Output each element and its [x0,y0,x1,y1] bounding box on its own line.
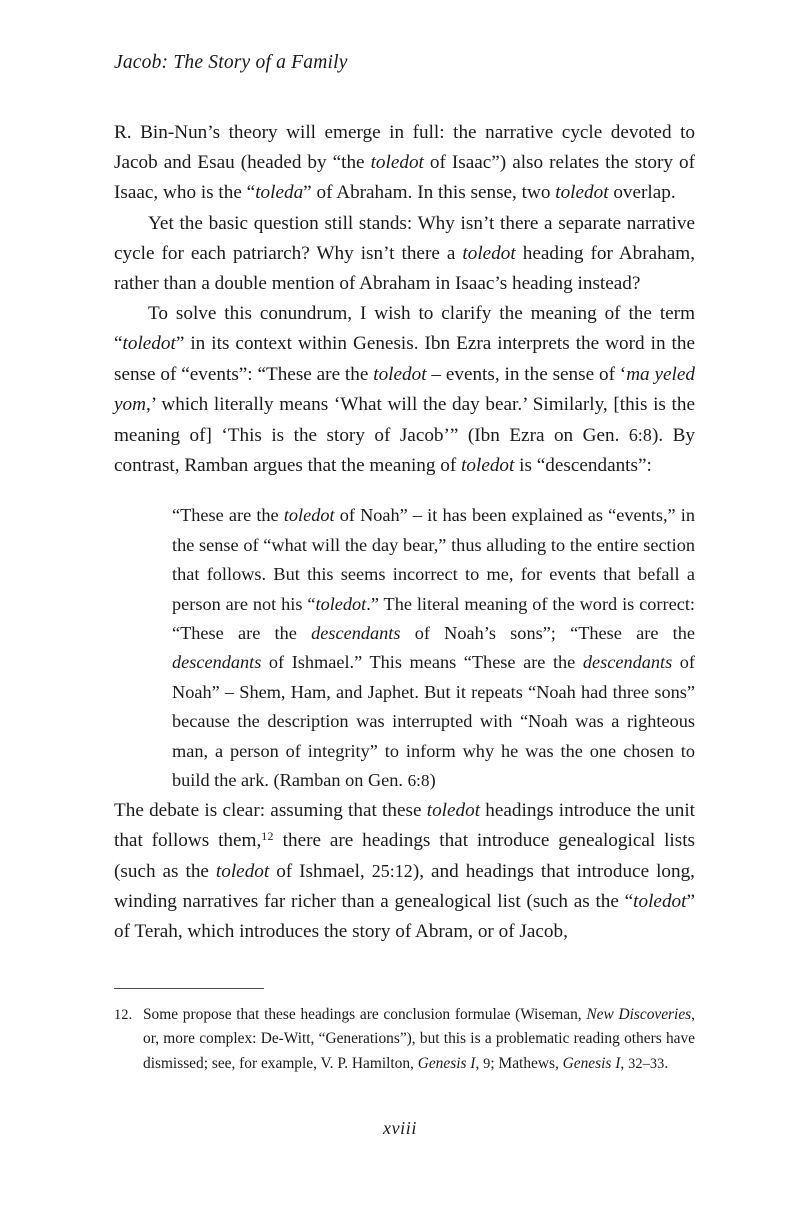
paragraph-2-seg-2: heading for Abraham, rather than a double mention of Abraham in Isaac’s heading instead? [114,242,695,295]
footnote-seg-6: . [664,1054,669,1072]
paragraph-3 [114,299,695,481]
footnote-em-2: Genesis I [417,1054,476,1072]
paragraph-3-seg-1: To solve this conundrum, I wish to clarify the meaning of the term “ [114,303,695,355]
paragraph-1-seg-2: of Isaac”) also relates the story of Isaac, who is the “ [114,152,695,204]
block-quote-em-2: toledot [315,593,367,614]
block-quote-text [172,501,695,795]
paragraph-4-em-3: toledot [633,891,687,913]
footnote-seg-2: , or, more complex: De-Witt, “Generations”), but this is a problematic reading others have dismissed; see, for example, V. P. Hamilton, [143,1006,695,1072]
paragraph-3-em-1: toledot [122,333,176,355]
page-number: xviii [383,1118,417,1138]
block-quote-citation-1: 6:8 [407,771,430,791]
paragraph-3-seg-3: – events, in the sense of ‘ [426,363,627,385]
footnote-citation-1: 9 [483,1055,491,1072]
paragraph-1-em-2: toleda [255,182,304,204]
paragraph-1-em-3: toledot [555,182,609,204]
footnote-seg-1: Some propose that these headings are conclusion formulae (Wiseman, [143,1006,587,1023]
footnote-citation-2: 32–33 [628,1055,665,1072]
block-quote-em-1: toledot [283,505,335,526]
paragraph-3-seg-6: is “descendants”: [514,455,652,477]
paragraph-4 [114,796,695,948]
paragraph-4-citation-1: 25:12 [371,860,413,881]
paragraph-3-seg-4: ,’ which literally means ‘What will the day bear.’ Similarly, [this is the meaning of] ‘This is the story of Jacob’” (Ibn Ezra on Gen. [114,393,695,447]
footnote-number: 12. [114,1007,133,1023]
paragraph-3-em-3: ma yeled yom [114,363,695,415]
footnote-separator-rule [114,988,264,989]
block-quote-seg-2: of Noah” – it has been explained as “events,” in the sense of “what will the day bear,” thus alluding to the entire section that follows. But this seems incorrect to me, for events that befall a person are not his “ [172,505,696,614]
block-quote-em-4: descendants [172,652,262,673]
footnote-seg-5: , [620,1054,629,1072]
paragraph-1-seg-3: ” of Abraham. In this sense, two [303,182,556,204]
paragraph-1 [114,118,695,209]
paragraph-3-seg-5: ). By contrast, Ramban argues that the meaning of [114,425,696,477]
footnote-em-3: Genesis I [562,1054,621,1072]
block-quote-seg-1: “These are the [172,505,284,526]
paragraph-4-seg-3: there are headings that introduce genealogical lists (such as the [114,829,695,882]
paragraph-1-seg-1: R. Bin-Nun’s theory will emerge in full: the narrative cycle devoted to Jacob and Esau (headed by “the [114,122,695,174]
paragraph-2-em-1: toledot [462,242,516,264]
footnote-item [114,1003,695,1076]
paragraph-3-em-4: toledot [461,455,515,477]
block-quote-seg-7: ) [429,770,436,791]
paragraph-2-seg-1: Yet the basic question still stands: Why isn’t there a separate narrative cycle for each patriarch? Why isn’t there a [114,212,695,264]
paragraph-1-em-1: toledot [370,152,424,174]
paragraph-1-seg-4: overlap. [608,182,676,204]
block-quote-seg-6: of Noah” – Shem, Ham, and Japhet. But it repeats “Noah had three sons” because the description was interrupted with “Noah was a righteous man, a person of integrity” to inform why he was the one chosen to build the ark. (Ramban on Gen. [172,652,695,791]
body-text-column [114,118,695,948]
paragraph-4-em-1: toledot [426,799,481,821]
running-head: Jacob: The Story of a Family [114,52,348,73]
block-quote-seg-3: .” The literal meaning of the word is correct: “These are the [172,593,695,644]
block-quote-em-5: descendants [582,652,673,673]
paragraph-4-em-2: toledot [215,860,270,882]
paragraph-4-seg-5: ” of Terah, which introduces the story of Abram, or of Jacob, [114,891,695,943]
paragraph-3-citation-1: 6:8 [628,425,652,446]
paragraph-3-em-2: toledot [373,363,427,385]
block-quote-em-3: descendants [311,623,401,644]
block-quote-seg-4: of Noah’s sons”; “These are the [400,623,695,644]
footnote-seg-4: ; Mathews, [490,1054,563,1072]
paragraph-4-seg-3b: of Ishmael, [269,860,372,882]
paragraph-4-seg-1: The debate is clear: assuming that these [114,799,427,821]
block-quote [114,501,695,795]
paragraph-4-seg-4: ), and headings that introduce long, winding narratives far richer than a genealogical list (such as the “ [114,860,695,913]
paragraph-4-seg-2: headings introduce the unit that follows them, [114,799,695,851]
footnote-em-1: New Discoveries [586,1006,692,1023]
paragraph-3-seg-2: ” in its context within Genesis. Ibn Ezra interprets the word in the sense of “events”: “These are the [114,333,695,385]
block-quote-seg-5: of Ishmael.” This means “These are the [261,652,583,673]
footnote-section [114,988,695,1076]
paragraph-2 [114,209,695,300]
footnote-reference-12[interactable]: 12 [261,828,274,843]
footnote-seg-3: , [475,1054,484,1072]
